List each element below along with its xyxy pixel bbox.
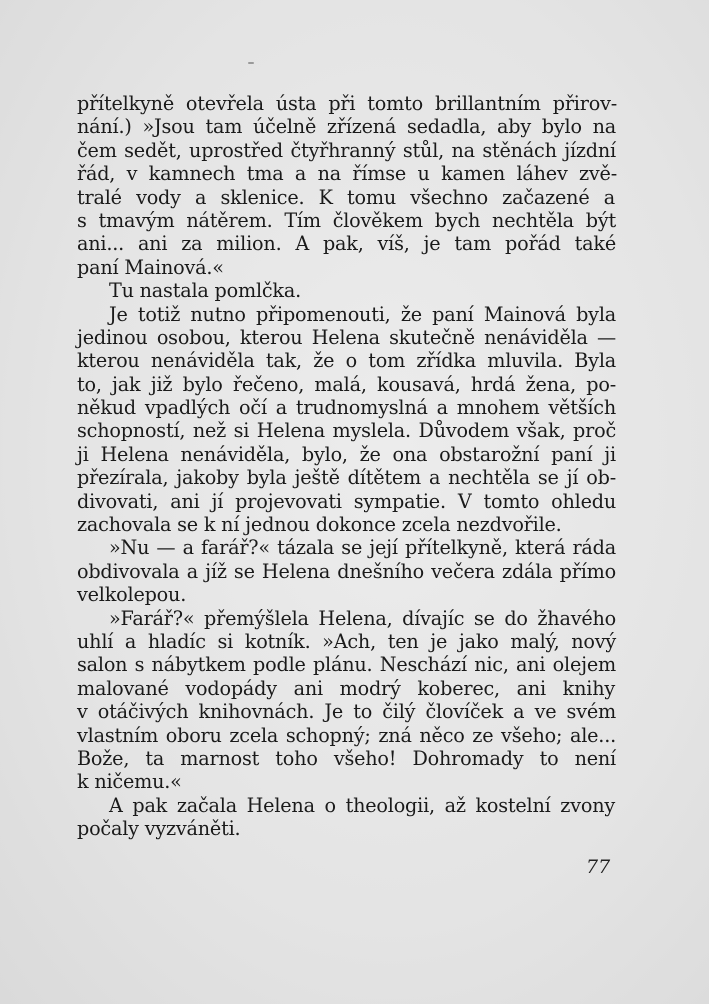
page-number: 77	[586, 856, 611, 878]
text-line: čem sedět, uprostřed čtyřhranný stůl, na stěnách jízdní	[77, 138, 616, 162]
text-line: schopností, než si Helena myslela. Důvodem však, proč	[77, 419, 616, 443]
text-line: nání.) »Jsou tam účelně zřízená sedadla, aby bylo na	[77, 115, 616, 139]
text-line: někud vpadlých očí a trudnomyslná a mnohem větších	[77, 396, 616, 420]
paper-speck	[248, 62, 254, 64]
text-line: počaly vyzváněti.	[77, 817, 241, 841]
text-line: řád, v kamnech tma a na římse u kamen láhev zvě-	[77, 162, 617, 186]
text-line: uhlí a hladíc si kotník. »Ach, ten je jako malý, nový	[77, 629, 616, 653]
text-line: velkolepou.	[77, 583, 187, 607]
text-line: Je totiž nutno připomenouti, že paní Mainová byla	[109, 302, 616, 326]
text-line: k ničemu.«	[77, 770, 182, 794]
text-line: »Farář?« přemýšlela Helena, dívajíc se do žhavého	[109, 606, 616, 630]
text-line: ani... ani za milion. A pak, víš, je tam pořád také	[77, 232, 616, 256]
text-line: obdivovala a jíž se Helena dnešního večera zdála přímo	[77, 559, 616, 583]
text-line: v otáčivých knihovnách. Je to čilý človíček a ve svém	[77, 700, 616, 724]
body-text	[77, 92, 617, 841]
text-line: přítelkyně otevřela ústa při tomto brillantním přirov-	[77, 92, 617, 115]
text-line: salon s nábytkem podle plánu. Neschází nic, ani olejem	[77, 653, 616, 677]
text-line: vlastním oboru zcela schopný; zná něco ze všeho; ale...	[77, 723, 616, 747]
text-line: paní Mainová.«	[77, 255, 224, 279]
text-line: ji Helena nenáviděla, bylo, že ona obstarožní paní ji	[77, 442, 616, 466]
text-line: A pak začala Helena o theologii, až kostelní zvony	[109, 793, 615, 817]
text-line: zachovala se k ní jednou dokonce zcela nezdvořile.	[77, 513, 562, 537]
text-line: »Nu — a farář?« tázala se její přítelkyně, která ráda	[109, 536, 616, 560]
text-line: kterou nenáviděla tak, že o tom zřídka mluvila. Byla	[77, 349, 616, 373]
text-line: tralé vody a sklenice. K tomu všechno začazené a	[77, 185, 615, 209]
text-line: malované vodopády ani modrý koberec, ani knihy	[77, 676, 615, 700]
text-line: s tmavým nátěrem. Tím člověkem bych nechtěla být	[77, 208, 616, 232]
text-line: přezírala, jakoby byla ještě dítětem a nechtěla se jí ob-	[77, 466, 616, 490]
text-line: Bože, ta marnost toho všeho! Dohromady to není	[77, 746, 616, 770]
text-line: jedinou osobou, kterou Helena skutečně nenáviděla —	[77, 325, 616, 349]
text-line: divovati, ani jí projevovati sympatie. V tomto ohledu	[77, 489, 616, 513]
text-line: Tu nastala pomlčka.	[109, 279, 302, 303]
text-line: to, jak již bylo řečeno, malá, kousavá, hrdá žena, po-	[77, 372, 616, 396]
